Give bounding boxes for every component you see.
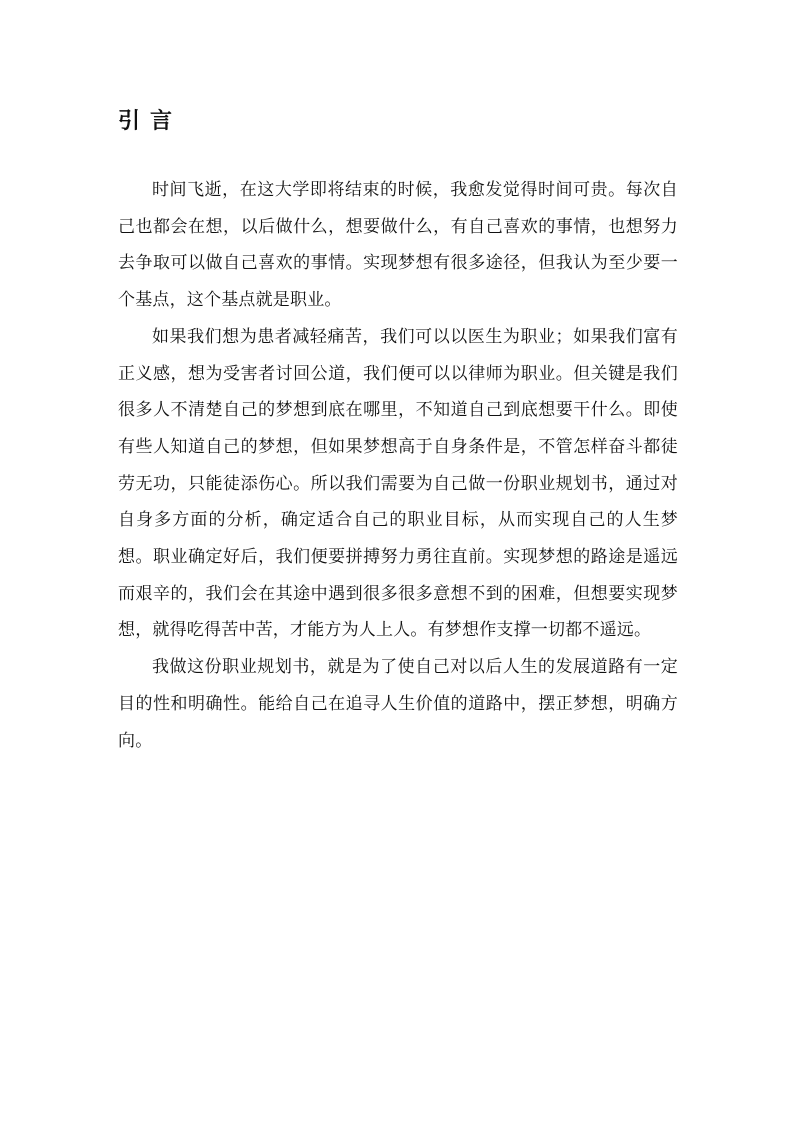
section-heading: 引言	[118, 109, 183, 134]
paragraph-intro: 时间飞逝，在这大学即将结束的时候，我愈发觉得时间可贵。每次自己也都会在想，以后做什么，想要做什么，有自己喜欢的事情，也想努力去争取可以做自己喜欢的事情。实现梦想有很多途径，但我认为至少要一个基点，这个基点就是职业。	[118, 180, 678, 311]
paragraph-purpose: 我做这份职业规划书，就是为了使自己对以后人生的发展道路有一定目的性和明确性。能给自己在追寻人生价值的道路中，摆正梦想，明确方向。	[118, 657, 678, 751]
paragraph-career-choice: 如果我们想为患者减轻痛苦，我们可以以医生为职业；如果我们富有正义感，想为受害者讨回公道，我们便可以以律师为职业。但关键是我们很多人不清楚自己的梦想到底在哪里，不知道自己到底想要干什么。即使有些人知道自己的梦想，但如果梦想高于自身条件是，不管怎样奋斗都徒劳无功，只能徒添伤心。所以我们需要为自己做一份职业规划书，通过对自身多方面的分析，确定适合自己的职业目标，从而实现自己的人生梦想。职业确定好后，我们便要拼搏努力勇往直前。实现梦想的路途是遥远而艰辛的，我们会在其途中遇到很多很多意想不到的困难，但想要实现梦想，就得吃得苦中苦，才能方为人上人。有梦想作支撑一切都不遥远。	[118, 326, 678, 641]
body-text	[118, 172, 678, 759]
